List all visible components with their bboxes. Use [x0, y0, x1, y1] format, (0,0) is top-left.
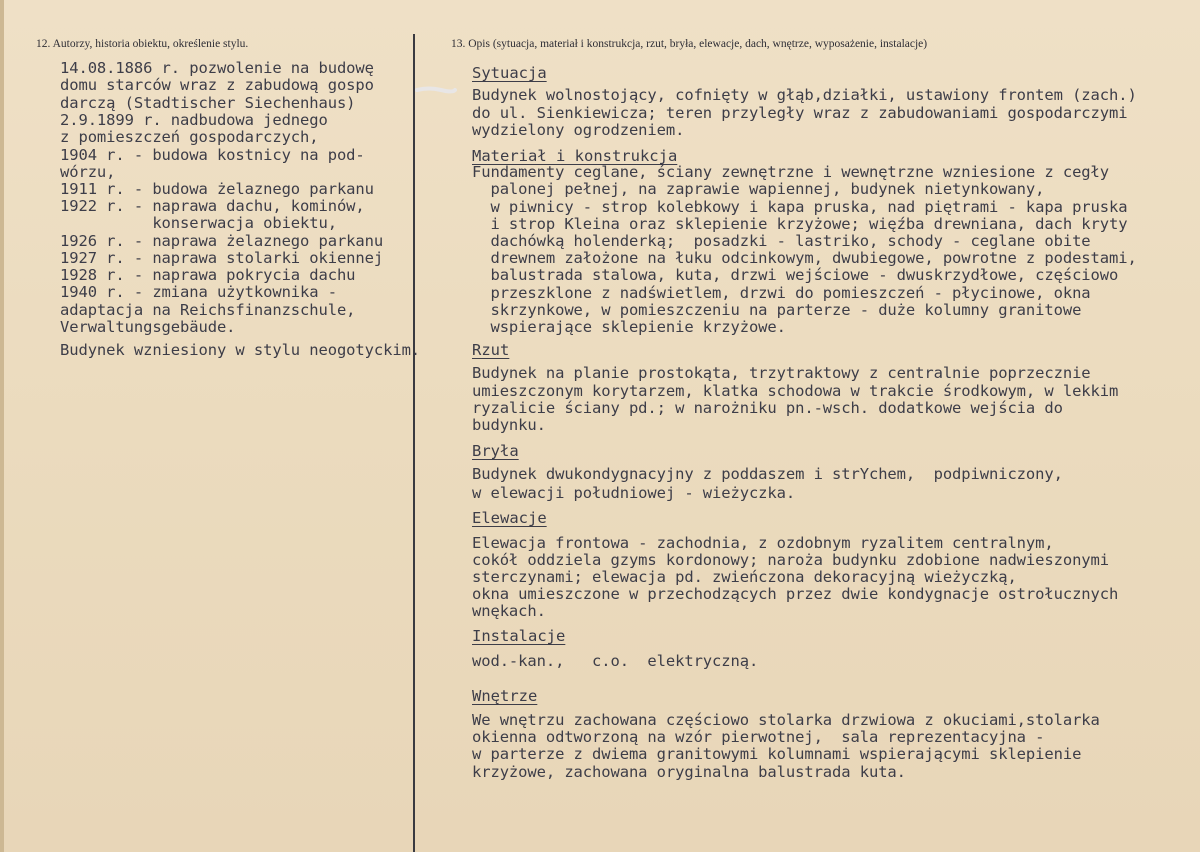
description-line: sterczynami; elewacja pd. zwieńczona dekoracyjną wieżyczką,: [472, 568, 1017, 586]
description-line: Elewacja frontowa - zachodnia, z ozdobnym ryzalitem centralnym,: [472, 534, 1054, 552]
description-line: wspierające sklepienie krzyżowe.: [472, 318, 786, 336]
description-line: w parterze z dwiema granitowymi kolumnami wspierającymi sklepienie: [472, 745, 1082, 763]
history-line: 1940 r. - zmiana użytkownika -: [60, 283, 337, 301]
section-13-header: 13. Opis (sytuacja, materiał i konstrukcja, rzut, bryła, elewacje, dach, wnętrze, wyposażenie, instalacje): [451, 38, 928, 50]
history-line: 1904 r. - budowa kostnicy na pod-: [60, 146, 365, 164]
section-title: Elewacje: [472, 509, 547, 527]
description-line: i strop Kleina oraz sklepienie krzyżowe; więźba drewniana, dach kryty: [472, 215, 1128, 233]
description-line: wod.-kan., c.o. elektryczną.: [472, 652, 759, 670]
description-line: Fundamenty ceglane, ściany zewnętrzne i wewnętrzne wzniesione z cegły: [472, 163, 1109, 181]
description-line: We wnętrzu zachowana częściowo stolarka drzwiowa z okuciami,stolarka: [472, 711, 1100, 729]
section-title: Rzut: [472, 341, 510, 359]
history-line: 1927 r. - naprawa stolarki okiennej: [60, 249, 384, 267]
section-title: Materiał i konstrukcja: [472, 147, 678, 165]
description-line: krzyżowe, zachowana oryginalna balustrada kuta.: [472, 763, 906, 781]
description-line: okna umieszczone w przechodzących przez dwie kondygnacje ostrołucznych: [472, 585, 1119, 603]
description-line: w piwnicy - strop kolebkowy i kapa pruska, nad piętrami - kapa pruska: [472, 198, 1128, 216]
page-edge: [0, 0, 4, 852]
history-line: domu starców wraz z zabudową gospo: [60, 76, 374, 94]
history-line: 1926 r. - naprawa żelaznego parkanu: [60, 232, 384, 250]
description-line: balustrada stalowa, kuta, drzwi wejściowe - dwuskrzydłowe, częściowo: [472, 266, 1119, 284]
section-title: Sytuacja: [472, 64, 547, 82]
history-line: 1911 r. - budowa żelaznego parkanu: [60, 180, 374, 198]
description-line: Budynek dwukondygnacyjny z poddaszem i strYchem, podpiwniczony,: [472, 465, 1063, 483]
description-line: drewnem założone na łuku odcinkowym, dwubiegowe, powrotne z podestami,: [472, 249, 1137, 267]
description-line: palonej pełnej, na zaprawie wapiennej, budynek nietynkowany,: [472, 180, 1045, 198]
description-line: dachówką holenderką; posadzki - lastriko, schody - ceglane obite: [472, 232, 1091, 250]
history-line: 1928 r. - naprawa pokrycia dachu: [60, 266, 356, 284]
description-line: wnękach.: [472, 602, 546, 620]
description-line: budynku.: [472, 416, 546, 434]
description-line: Budynek wolnostojący, cofnięty w głąb,działki, ustawiony frontem (zach.): [472, 86, 1137, 104]
section-title: Wnętrze: [472, 687, 538, 705]
description-line: umieszczonym korytarzem, klatka schodowa w trakcie środkowym, w lekkim: [472, 382, 1119, 400]
history-line: wórzu,: [60, 163, 116, 181]
history-line: 2.9.1899 r. nadbudowa jednego: [60, 111, 328, 129]
section-title: Instalacje: [472, 627, 566, 645]
history-line: konserwacja obiektu,: [60, 214, 337, 232]
description-line: przeszklone z nadświetlem, drzwi do pomieszczeń - płycinowe, okna: [472, 284, 1091, 302]
description-line: okienna odtworzoną na wzór pierwotnej, sala reprezentacyjna -: [472, 728, 1045, 746]
history-line: z pomieszczeń gospodarczych,: [60, 128, 319, 146]
description-line: Budynek na planie prostokąta, trzytraktowy z centralnie poprzecznie: [472, 364, 1091, 382]
history-line: darczą (Stadtischer Siechenhaus): [60, 94, 356, 112]
history-line: 14.08.1886 r. pozwolenie na budowę: [60, 59, 374, 77]
section-12-header: 12. Autorzy, historia obiektu, określenie stylu.: [36, 38, 249, 50]
section-title: Bryła: [472, 442, 519, 460]
pencil-mark: [415, 86, 457, 94]
description-line: skrzynkowe, w pomieszczeniu na parterze - duże kolumny granitowe: [472, 301, 1082, 319]
column-divider: [413, 34, 415, 852]
description-line: ryzalicie ściany pd.; w narożniku pn.-wsch. dodatkowe wejścia do: [472, 399, 1063, 417]
description-line: w elewacji południowej - wieżyczka.: [472, 484, 796, 502]
style-statement: Budynek wzniesiony w stylu neogotyckim.: [60, 341, 421, 359]
history-line: adaptacja na Reichsfinanzschule,: [60, 301, 356, 319]
history-line: Verwaltungsgebäude.: [60, 318, 236, 336]
history-line: 1922 r. - naprawa dachu, kominów,: [60, 197, 365, 215]
description-line: do ul. Sienkiewicza; teren przyległy wraz z zabudowaniami gospodarczymi: [472, 104, 1128, 122]
description-line: cokół oddziela gzyms kordonowy; naroża budynku zdobione nadwieszonymi: [472, 551, 1109, 569]
description-line: wydzielony ogrodzeniem.: [472, 121, 685, 139]
